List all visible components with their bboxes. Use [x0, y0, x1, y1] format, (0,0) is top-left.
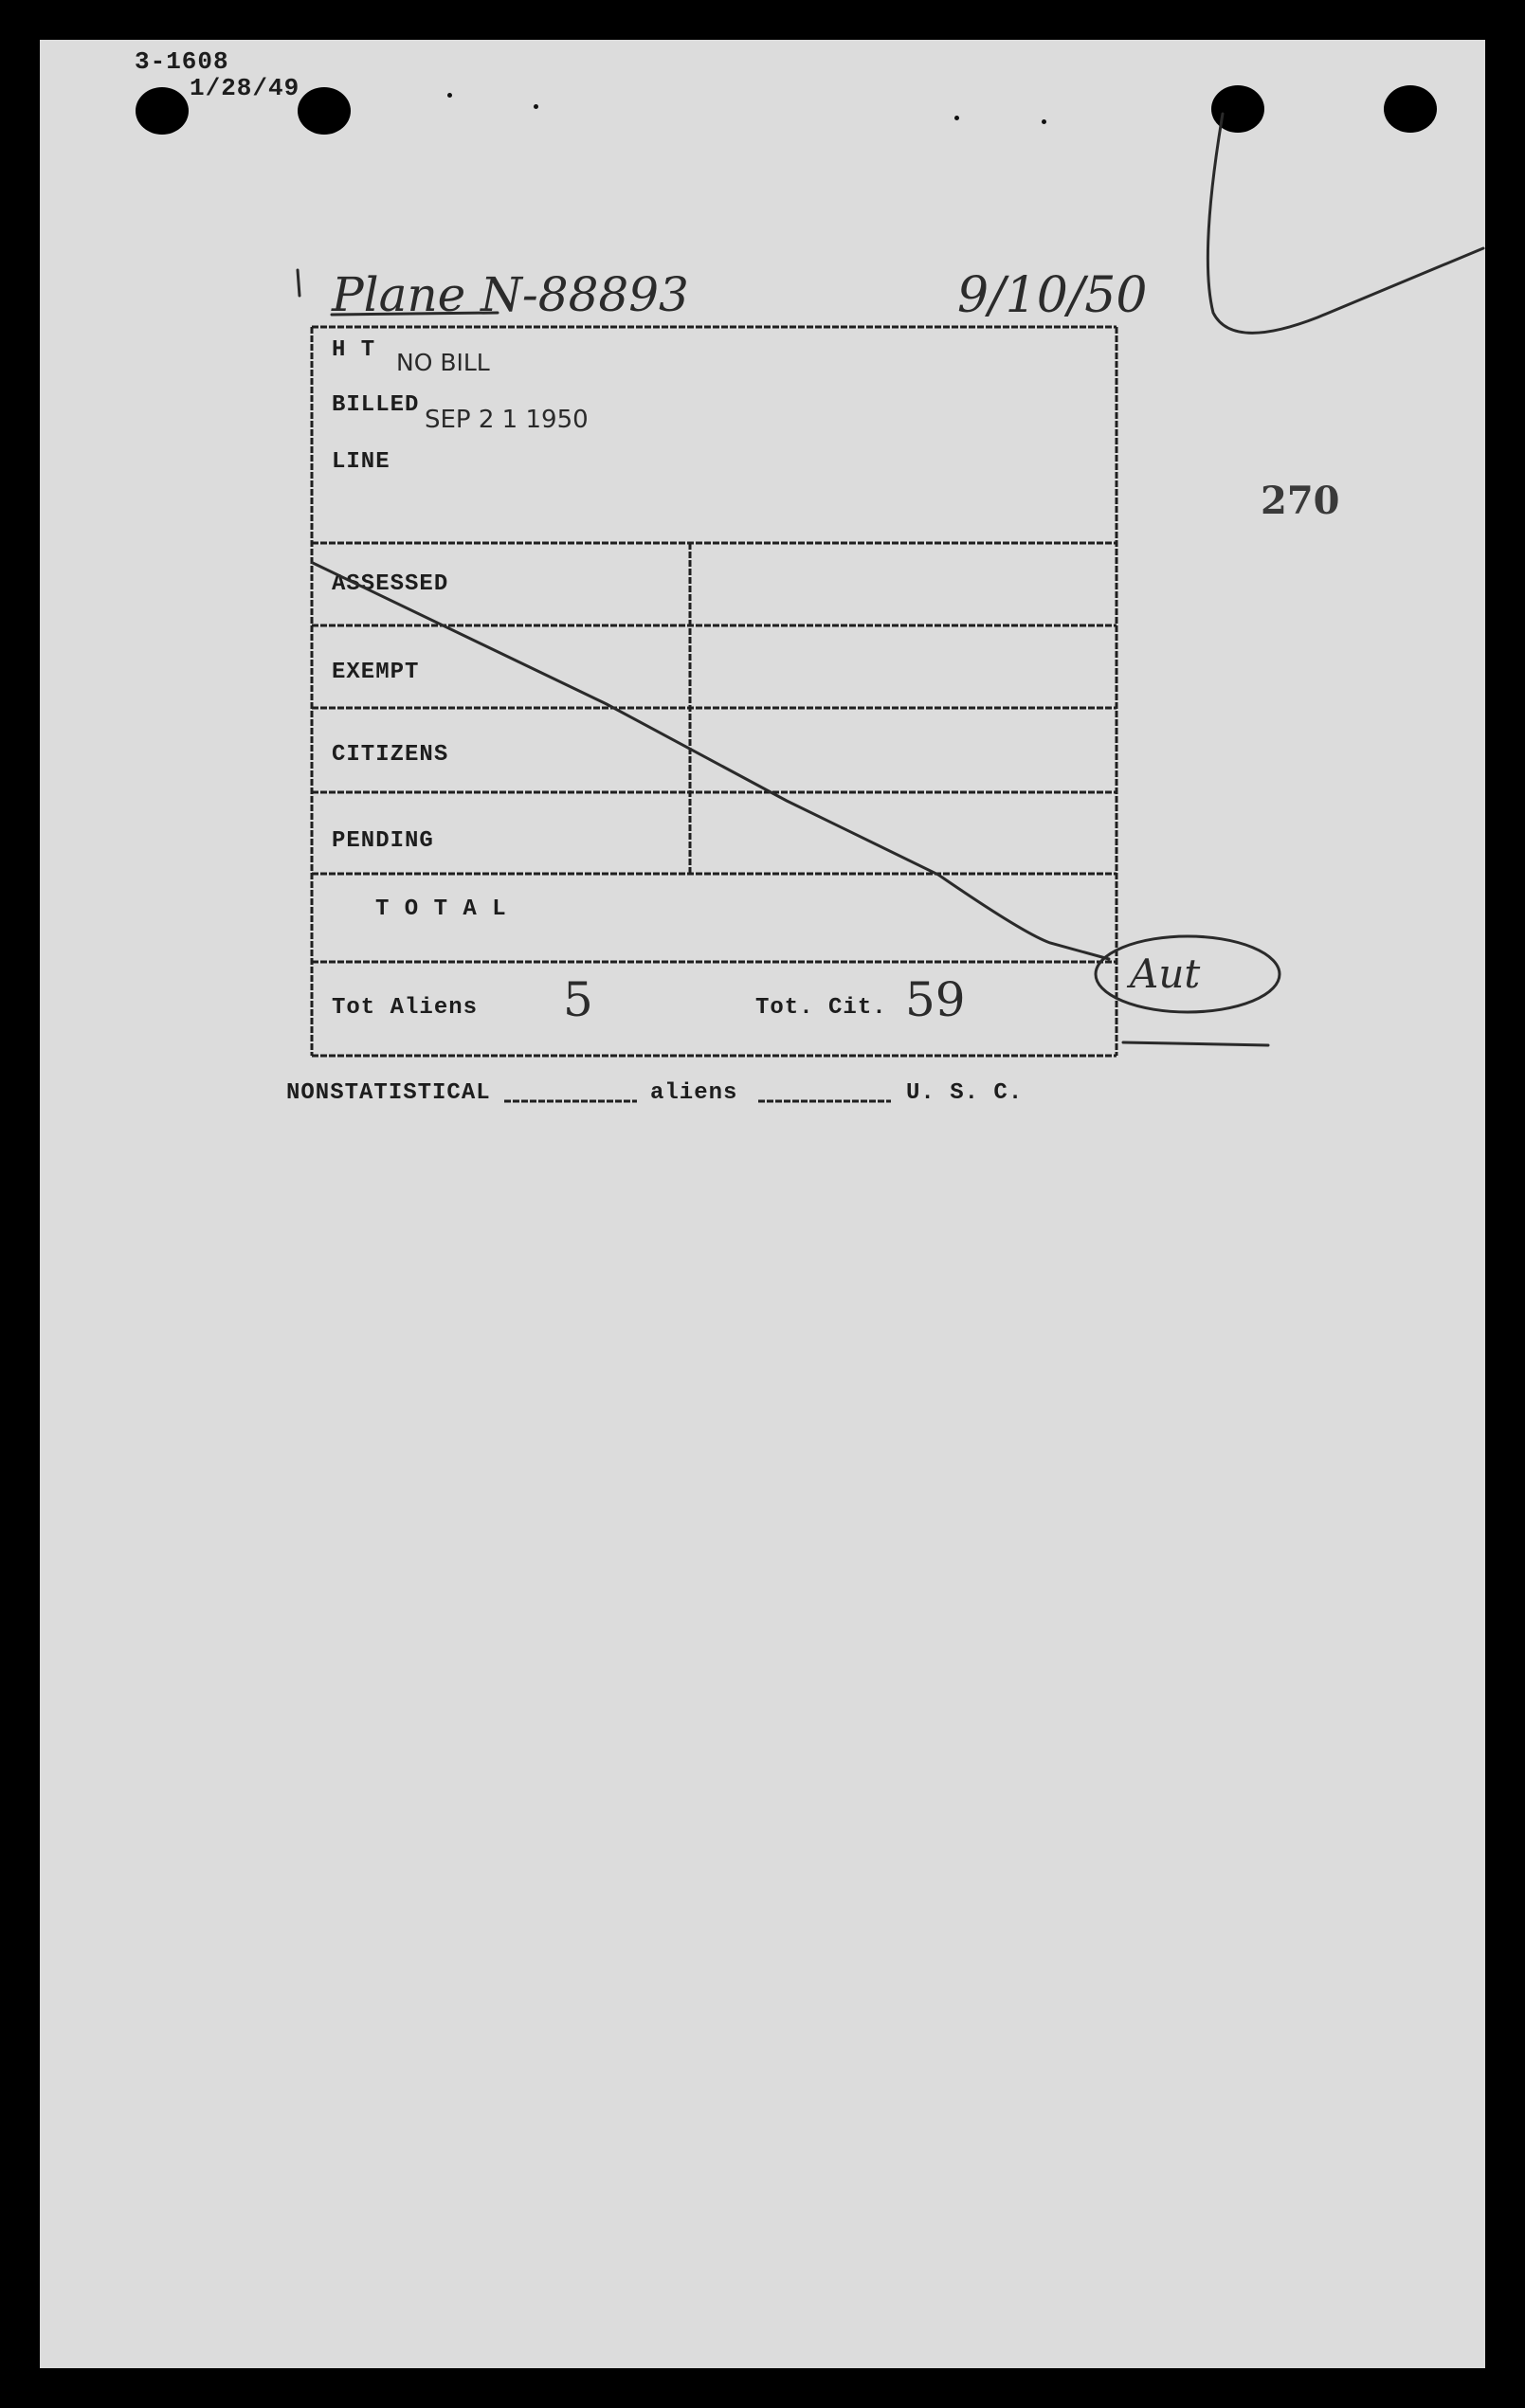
handwritten-plane-number: Plane N-88893: [332, 267, 689, 322]
total-citizens-label: Tot. Cit.: [755, 995, 887, 1021]
form-revision: 1/28/49: [190, 74, 300, 102]
billed-date-stamp: SEP 2 1 1950: [425, 406, 589, 434]
ht-label: H T: [332, 337, 376, 363]
initials-oval: [1096, 936, 1280, 1012]
citizens-label: CITIZENS: [332, 742, 449, 768]
billed-label: BILLED: [332, 392, 420, 418]
usc-label: U. S. C.: [906, 1080, 1024, 1106]
initials-underline: [1123, 1042, 1268, 1045]
total-aliens-label: Tot Aliens: [332, 995, 479, 1021]
total-aliens-value: 5: [563, 972, 593, 1027]
form-number: 3-1608: [135, 47, 229, 76]
aliens-label: aliens: [650, 1080, 738, 1106]
handwritten-initials: Aut: [1130, 951, 1201, 997]
handwritten-date: 9/10/50: [957, 267, 1148, 324]
nonstatistical-label: NONSTATISTICAL: [286, 1080, 491, 1106]
diagonal-strike: [313, 563, 1109, 959]
total-label: T O T A L: [375, 896, 507, 922]
plane-underline: [332, 313, 498, 315]
ht-stamp: NO BILL: [396, 349, 490, 376]
exempt-label: EXEMPT: [332, 660, 420, 685]
assessed-label: ASSESSED: [332, 571, 449, 597]
page-number: 270: [1261, 479, 1340, 523]
line-label: LINE: [332, 449, 390, 475]
total-citizens-value: 59: [905, 972, 966, 1027]
tick-mark: [298, 270, 300, 296]
pending-label: PENDING: [332, 828, 434, 854]
pen-curve: [1207, 114, 1483, 333]
